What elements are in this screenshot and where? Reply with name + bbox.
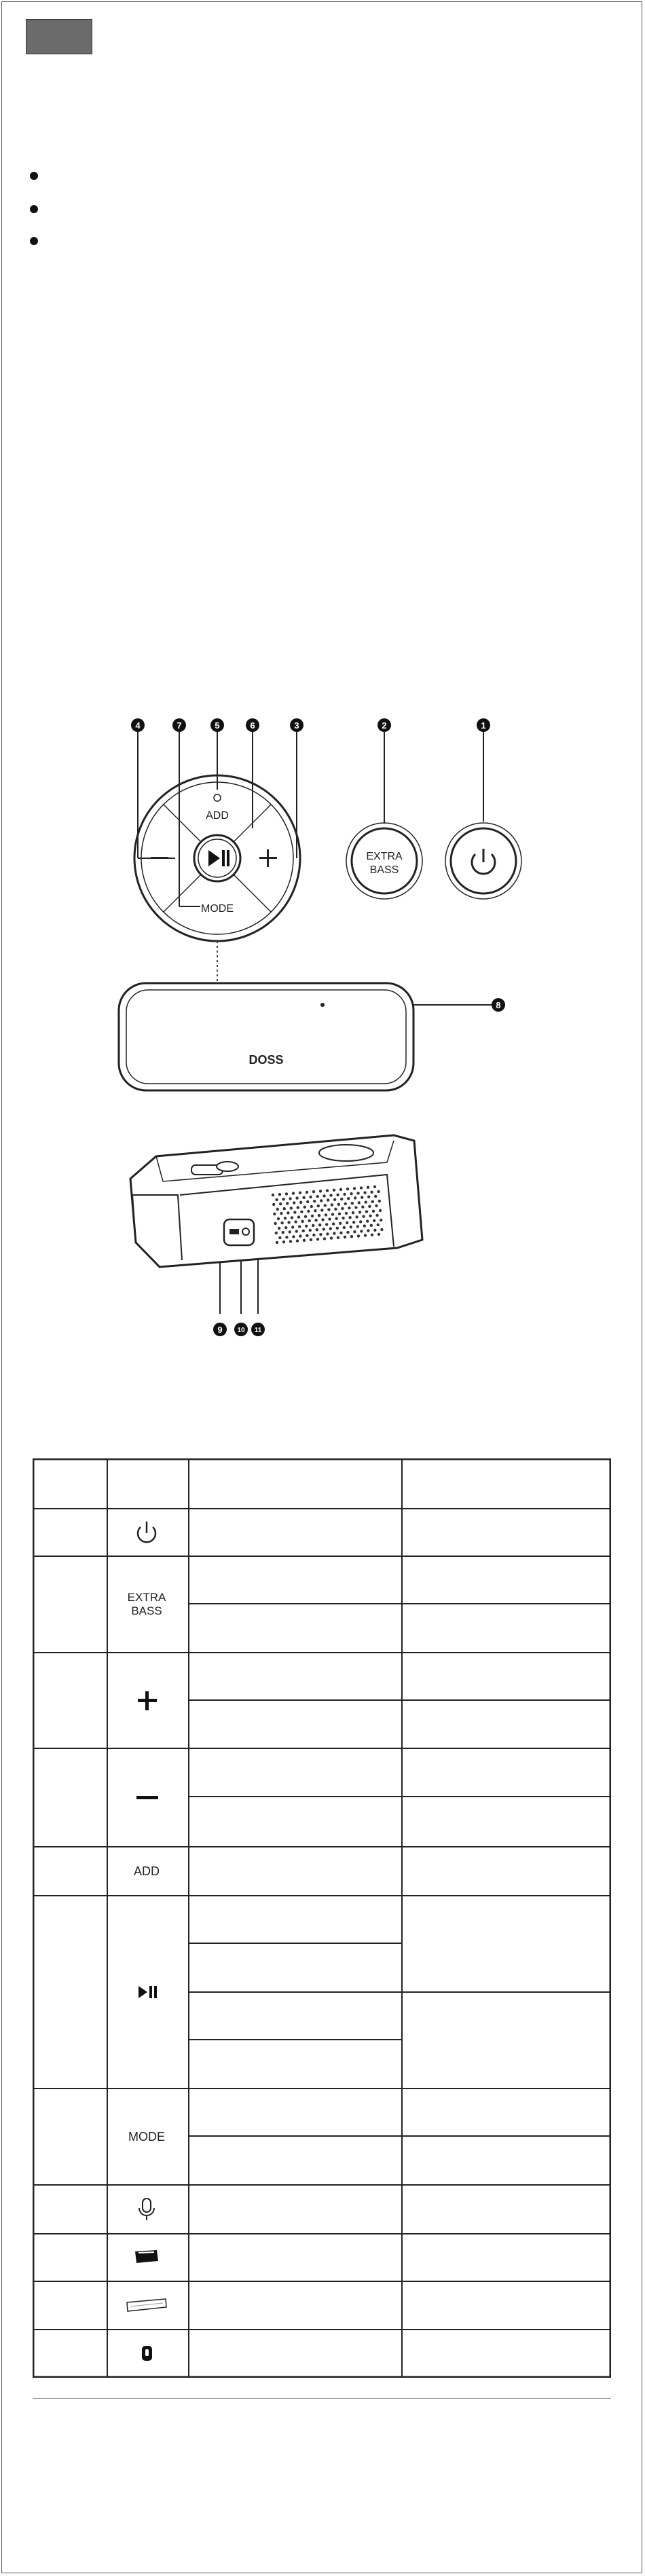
usb-port-icon xyxy=(135,2250,158,2263)
speaker-diagram xyxy=(0,706,645,1358)
callout-number: 10 xyxy=(237,1327,245,1334)
microphone-icon xyxy=(139,2198,154,2220)
callout-number: 1 xyxy=(481,720,486,731)
button-function-table xyxy=(33,1458,611,2378)
callout-number: 2 xyxy=(382,720,387,731)
callout-number: 3 xyxy=(294,720,299,731)
mode-label: MODE xyxy=(128,2130,165,2143)
callout-number: 11 xyxy=(254,1327,262,1334)
bullet-point xyxy=(30,172,38,180)
extra-label: EXTRA xyxy=(127,1591,166,1604)
callout-number: 4 xyxy=(135,720,141,731)
plus-icon[interactable] xyxy=(259,849,277,867)
bullet-point xyxy=(30,237,38,245)
add-key-label[interactable]: ADD xyxy=(206,810,229,822)
svg-text:BASS: BASS xyxy=(369,864,399,876)
plus-icon xyxy=(138,1691,157,1710)
aux-port-icon xyxy=(127,2299,166,2311)
add-label: ADD xyxy=(133,1864,160,1878)
section-header-box xyxy=(26,19,92,54)
tf-card-icon xyxy=(142,2346,152,2361)
callout-number: 9 xyxy=(217,1325,223,1335)
play-pause-icon xyxy=(139,1986,157,1998)
power-icon xyxy=(138,1522,155,1542)
bullet-point xyxy=(30,205,38,213)
callout-number: 6 xyxy=(250,720,255,731)
power-button[interactable] xyxy=(445,823,521,899)
brand-logo: DOSS xyxy=(248,1053,284,1067)
callout-number: 5 xyxy=(215,720,220,731)
minus-icon xyxy=(136,1796,158,1799)
callout-number: 8 xyxy=(496,1000,501,1010)
svg-text:EXTRA: EXTRA xyxy=(366,851,403,862)
bass-label: BASS xyxy=(131,1604,162,1617)
extra-bass-button[interactable] xyxy=(346,823,422,899)
speaker-top-view xyxy=(119,983,413,1090)
minus-icon[interactable] xyxy=(151,857,168,859)
play-pause-icon[interactable] xyxy=(208,850,229,866)
callout-number: 7 xyxy=(177,720,182,731)
bottom-rule xyxy=(33,2398,611,2399)
mode-key-label[interactable]: MODE xyxy=(201,903,234,915)
indicator-led xyxy=(214,794,221,801)
